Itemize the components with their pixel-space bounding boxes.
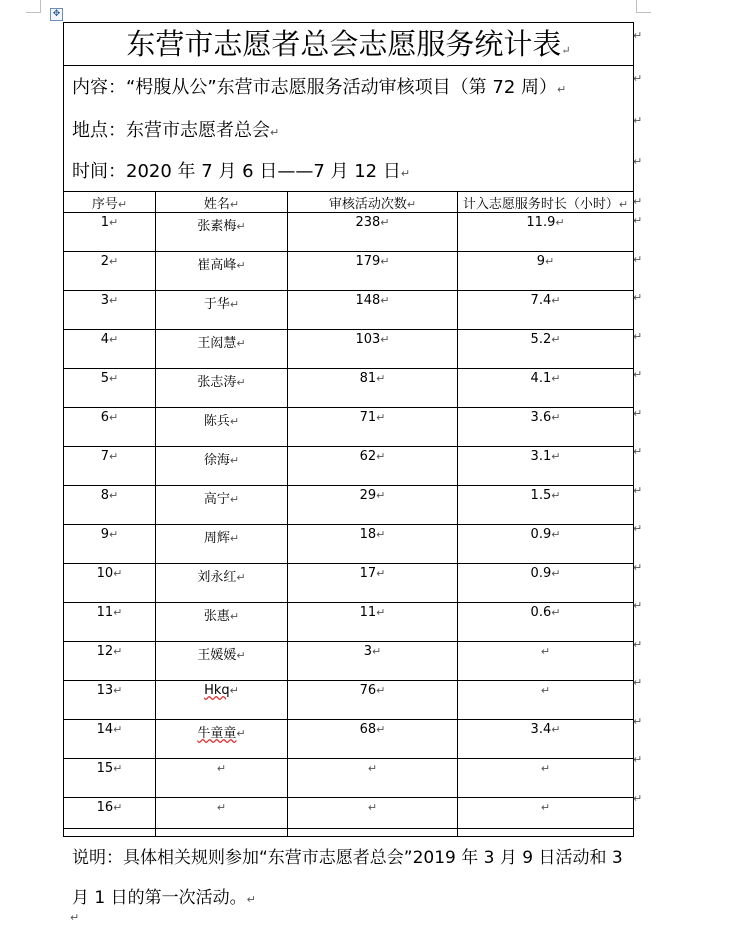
row-end-mark: ↵ (633, 406, 643, 420)
row-end-mark: ↵ (633, 291, 643, 304)
cell-hours: 0.9↵ (458, 564, 634, 603)
cell-count: 62↵ (288, 447, 458, 486)
table-move-icon[interactable]: ✥ (50, 8, 63, 21)
table-row (64, 681, 634, 720)
table-row (64, 720, 634, 759)
table-row (64, 408, 634, 447)
cell-no: 11↵ (64, 603, 156, 642)
row-end-mark: ↵ (633, 195, 643, 208)
table-row (64, 798, 634, 837)
header-no: 序号↵ (64, 192, 156, 213)
cell-count: 3↵ (288, 642, 458, 681)
cell-no: 8↵ (64, 486, 156, 525)
table-row (64, 447, 634, 486)
cell-hours: 9↵ (458, 252, 634, 291)
cell-hours: 4.1↵ (458, 369, 634, 408)
crop-mark-top-left (26, 0, 41, 13)
cell-hours: ↵ (458, 681, 634, 720)
cell-name: 徐海↵ (156, 447, 288, 486)
row-end-mark: ↵ (633, 252, 643, 266)
row-end-mark: ↵ (633, 791, 643, 805)
cell-count: 18↵ (288, 525, 458, 564)
cell-hours: ↵ (458, 798, 634, 837)
cell-hours: 5.2↵ (458, 330, 634, 369)
table-header-row (64, 192, 634, 213)
cell-count: 29↵ (288, 486, 458, 525)
note-paragraph: 说明：具体相关规则参加“东营市志愿者总会”2019 年 3 月 9 日活动和 3 月 1 日的第一次活动。↵ (72, 848, 623, 908)
location-line: 地点：东营市志愿者总会↵ (72, 120, 280, 141)
row-end-mark: ↵ (633, 155, 643, 168)
row-end-mark: ↵ (633, 329, 643, 343)
row-end-mark: ↵ (633, 599, 643, 612)
cell-no: 4↵ (64, 330, 156, 369)
cell-name: 于华↵ (156, 291, 288, 330)
document-table (63, 22, 634, 829)
row-end-mark: ↵ (633, 676, 643, 689)
cell-no: 5↵ (64, 369, 156, 408)
cell-no: 2↵ (64, 252, 156, 291)
cell-no: 7↵ (64, 447, 156, 486)
row-end-mark: ↵ (633, 114, 643, 127)
cell-count: 71↵ (288, 408, 458, 447)
table-row (64, 330, 634, 369)
cell-name: 陈兵↵ (156, 408, 288, 447)
cell-name: 张素梅↵ (156, 213, 288, 252)
cell-count: ↵ (288, 798, 458, 837)
header-name: 姓名↵ (156, 192, 288, 213)
table-row (64, 642, 634, 681)
row-end-mark: ↵ (633, 753, 643, 766)
cell-hours: 0.6↵ (458, 603, 634, 642)
table-row (64, 213, 634, 252)
table-row (64, 564, 634, 603)
cell-count: 17↵ (288, 564, 458, 603)
row-end-mark: ↵ (633, 214, 643, 227)
row-end-mark: ↵ (633, 72, 643, 85)
table-row (64, 486, 634, 525)
row-end-mark: ↵ (633, 714, 643, 728)
cell-count: 68↵ (288, 720, 458, 759)
cell-name: Hkq↵ (156, 681, 288, 720)
cell-no: 3↵ (64, 291, 156, 330)
cell-hours: 3.1↵ (458, 447, 634, 486)
paragraph-mark: ↵ (70, 911, 80, 924)
cell-name: 张志涛↵ (156, 369, 288, 408)
cell-name: ↵ (156, 759, 288, 798)
crop-mark-top-right (636, 0, 651, 13)
table-row (64, 369, 634, 408)
cell-name: 王媛媛↵ (156, 642, 288, 681)
row-end-mark: ↵ (633, 522, 643, 535)
cell-count: 11↵ (288, 603, 458, 642)
cell-count: 76↵ (288, 681, 458, 720)
cell-name: 崔高峰↵ (156, 252, 288, 291)
cell-name: 王闳慧↵ (156, 330, 288, 369)
cell-name: 高宁↵ (156, 486, 288, 525)
table-row (64, 525, 634, 564)
cell-no: 1↵ (64, 213, 156, 252)
cell-hours: 11.9↵ (458, 213, 634, 252)
cell-hours: 0.9↵ (458, 525, 634, 564)
content-line: 内容：“枵腹从公”东营市志愿服务活动审核项目（第 72 周）↵ (72, 77, 567, 98)
cell-name: ↵ (156, 798, 288, 837)
header-hours: 计入志愿服务时长（小时）↵ (458, 192, 634, 213)
cell-no: 13↵ (64, 681, 156, 720)
stats-table (63, 191, 634, 837)
cell-hours: ↵ (458, 759, 634, 798)
table-row (64, 252, 634, 291)
row-end-mark: ↵ (633, 637, 643, 651)
table-row (64, 759, 634, 798)
cell-hours: 3.6↵ (458, 408, 634, 447)
cell-hours: 3.4↵ (458, 720, 634, 759)
cell-hours: 7.4↵ (458, 291, 634, 330)
cell-count: 148↵ (288, 291, 458, 330)
table-row (64, 291, 634, 330)
cell-no: 9↵ (64, 525, 156, 564)
cell-no: 6↵ (64, 408, 156, 447)
cell-hours: 1.5↵ (458, 486, 634, 525)
time-line: 时间：2020 年 7 月 6 日——7 月 12 日↵ (72, 161, 411, 182)
page-title: 东营市志愿者总会志愿服务统计表↵ (64, 23, 633, 66)
cell-no: 15↵ (64, 759, 156, 798)
cell-name: 刘永红↵ (156, 564, 288, 603)
cell-no: 12↵ (64, 642, 156, 681)
cell-no: 16↵ (64, 798, 156, 837)
cell-name: 张惠↵ (156, 603, 288, 642)
table-row (64, 603, 634, 642)
row-end-mark: ↵ (633, 368, 643, 381)
cell-count: ↵ (288, 759, 458, 798)
cell-count: 179↵ (288, 252, 458, 291)
cell-count: 81↵ (288, 369, 458, 408)
cell-no: 14↵ (64, 720, 156, 759)
row-end-mark: ↵ (633, 483, 643, 497)
header-count: 审核活动次数↵ (288, 192, 458, 213)
row-end-mark: ↵ (633, 560, 643, 574)
cell-count: 238↵ (288, 213, 458, 252)
row-end-mark: ↵ (633, 29, 643, 42)
row-end-mark: ↵ (633, 445, 643, 458)
cell-name: 牛童童↵ (156, 720, 288, 759)
cell-hours: ↵ (458, 642, 634, 681)
cell-no: 10↵ (64, 564, 156, 603)
cell-name: 周辉↵ (156, 525, 288, 564)
cell-count: 103↵ (288, 330, 458, 369)
